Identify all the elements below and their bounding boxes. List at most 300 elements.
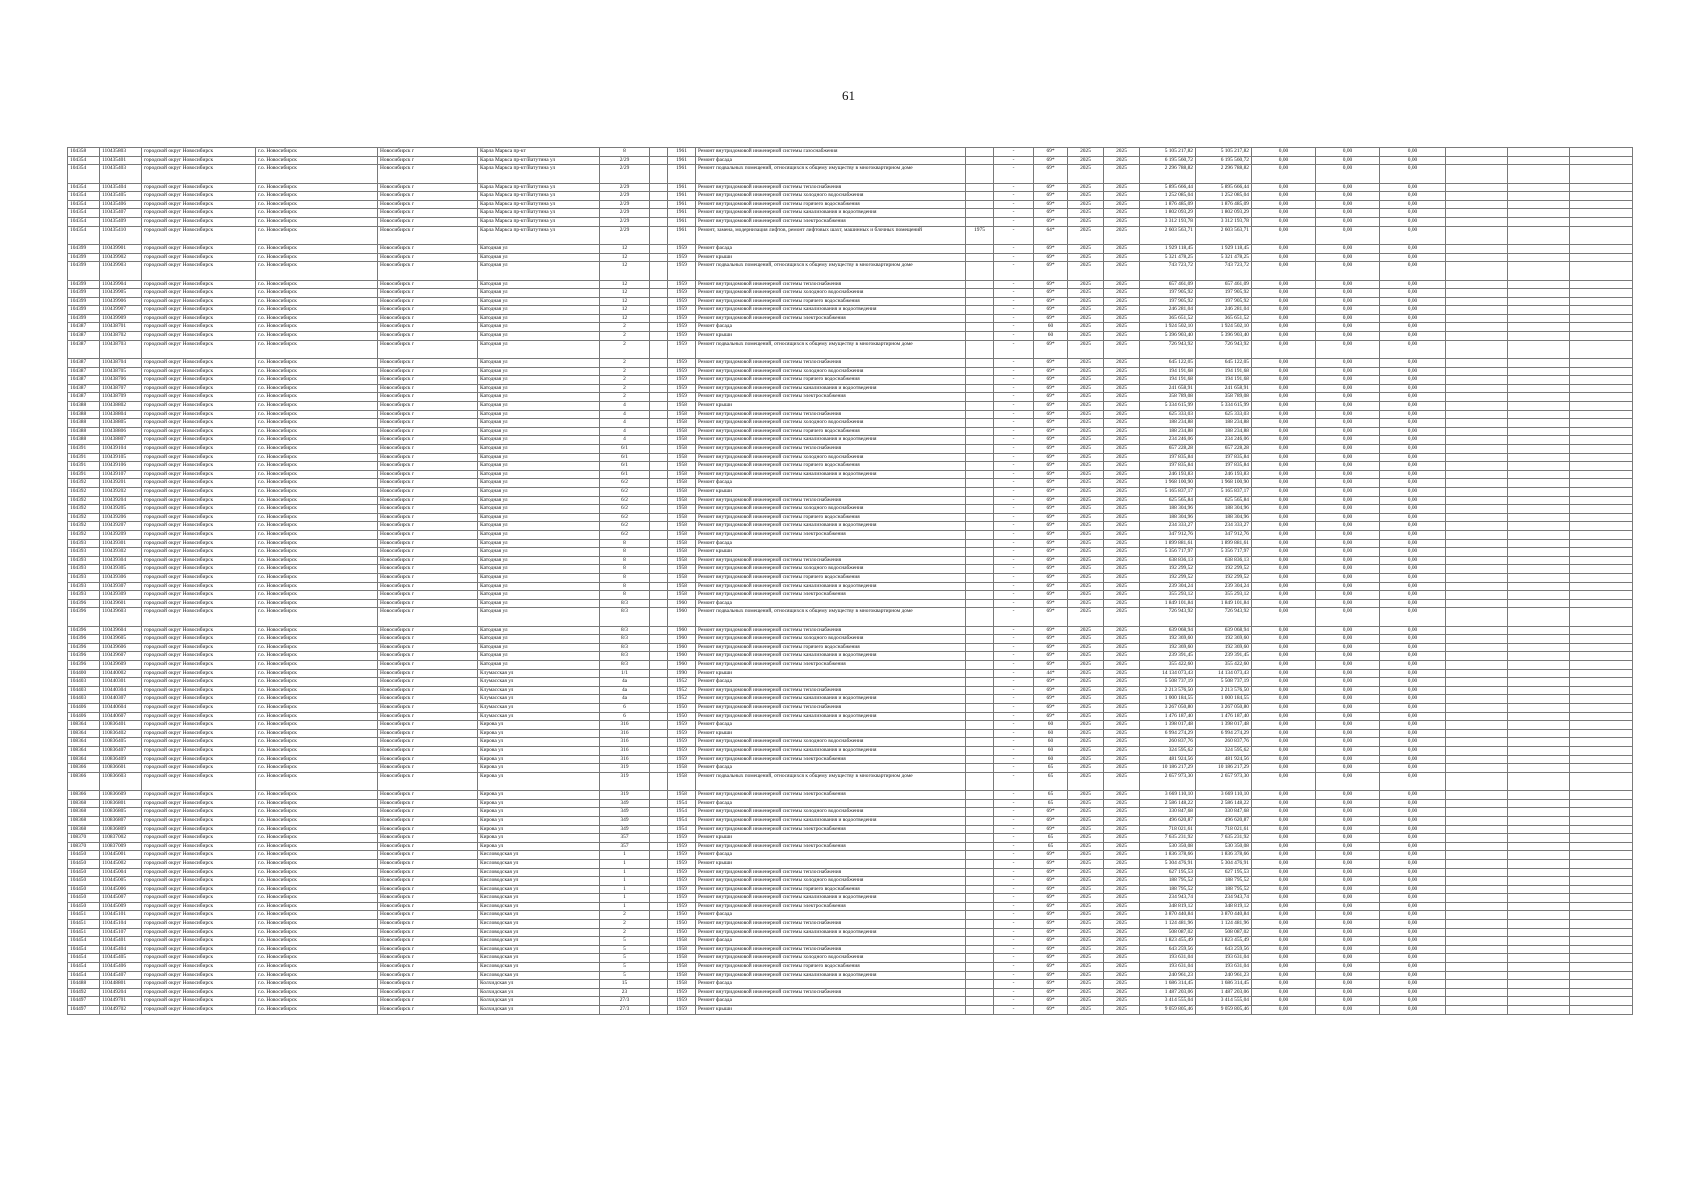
table-cell: 2 657 973,30 — [1196, 772, 1252, 790]
table-cell: 2025 — [1068, 799, 1104, 808]
table-row — [68, 997, 1633, 1006]
table-cell: 2025 — [1068, 200, 1104, 209]
table-cell: 2025 — [1104, 384, 1140, 393]
table-cell — [1446, 661, 1508, 670]
table-cell: Кирова ул — [478, 808, 600, 817]
table-cell: г.о. Новосибирск — [256, 626, 378, 635]
table-cell: 0,00 — [1252, 340, 1316, 358]
table-row — [68, 712, 1633, 721]
table-cell: 0,00 — [1316, 453, 1380, 462]
table-cell: 0,00 — [1380, 1006, 1446, 1015]
table-cell: 316 — [600, 721, 650, 730]
table-cell: 0,00 — [1380, 599, 1446, 608]
table-cell: г.о. Новосибирск — [256, 686, 378, 695]
table-cell: Катодная ул — [478, 376, 600, 385]
table-cell: городской округ Новосибирск — [142, 859, 256, 868]
table-cell: 104396 — [68, 643, 100, 652]
table-cell: 2 657 973,30 — [1140, 772, 1196, 790]
table-cell: - — [994, 332, 1034, 341]
table-cell: Ремонт внутридомовой инженерной системы канализования и водоотведения — [696, 470, 966, 479]
table-cell: 349 — [600, 825, 650, 834]
table-cell — [1446, 297, 1508, 306]
table-cell: 0,00 — [1252, 427, 1316, 436]
table-cell: 1 929 118,45 — [1140, 244, 1196, 253]
table-cell: 2025 — [1104, 643, 1140, 652]
table-cell: 0,00 — [1252, 582, 1316, 591]
table-cell: - — [994, 217, 1034, 226]
table-cell: Новосибирск г — [378, 954, 478, 963]
table-cell: 2025 — [1068, 834, 1104, 843]
table-cell: 4 — [600, 410, 650, 419]
table-cell: 2025 — [1068, 384, 1104, 393]
table-row — [68, 556, 1633, 565]
table-row — [68, 496, 1633, 505]
table-cell: 1958 — [668, 963, 696, 972]
table-cell: 0,00 — [1316, 704, 1380, 713]
table-cell: - — [994, 791, 1034, 800]
table-cell: 2025 — [1104, 997, 1140, 1006]
table-cell: Катодная ул — [478, 262, 600, 280]
table-cell: 3 414 555,04 — [1196, 997, 1252, 1006]
table-cell: городской округ Новосибирск — [142, 496, 256, 505]
table-cell: 1952 — [668, 678, 696, 687]
table-row — [68, 453, 1633, 462]
table-cell: 104451 — [68, 920, 100, 929]
table-cell: 0,00 — [1380, 635, 1446, 644]
table-cell: 108366 — [68, 764, 100, 773]
table-cell: Кисловодская ул — [478, 868, 600, 877]
table-cell — [1570, 436, 1633, 445]
table-cell: 2025 — [1068, 253, 1104, 262]
table-cell: 69* — [1034, 148, 1068, 157]
table-cell: 0,00 — [1380, 384, 1446, 393]
table-cell: 69* — [1034, 487, 1068, 496]
table-cell: 2025 — [1068, 402, 1104, 411]
table-cell: 104454 — [68, 945, 100, 954]
table-cell: Ремонт внутридомовой инженерной системы горячего водоснабжения — [696, 297, 966, 306]
table-cell: 69* — [1034, 367, 1068, 376]
table-cell — [1446, 280, 1508, 289]
table-cell: 1958 — [668, 479, 696, 488]
table-cell: г.о. Новосибирск — [256, 192, 378, 201]
table-cell: 69* — [1034, 376, 1068, 385]
table-cell: - — [994, 505, 1034, 514]
table-cell: 0,00 — [1316, 988, 1380, 997]
table-cell — [966, 192, 994, 201]
table-cell: Новосибирск г — [378, 937, 478, 946]
table-cell: 1959 — [668, 367, 696, 376]
table-cell: 1959 — [668, 244, 696, 253]
table-cell — [966, 165, 994, 183]
table-cell — [966, 920, 994, 929]
table-cell: 5 508 737,19 — [1140, 678, 1196, 687]
table-cell: 2025 — [1104, 209, 1140, 218]
table-cell: 0,00 — [1380, 565, 1446, 574]
table-cell — [1508, 530, 1570, 539]
table-cell: 69* — [1034, 402, 1068, 411]
table-cell: городской округ Новосибирск — [142, 548, 256, 557]
table-cell — [1446, 980, 1508, 989]
table-row — [68, 643, 1633, 652]
table-cell: 0,00 — [1380, 156, 1446, 165]
table-cell — [1570, 626, 1633, 635]
table-cell: Ремонт фасада — [696, 937, 966, 946]
table-cell: городской округ Новосибирск — [142, 289, 256, 298]
table-row — [68, 704, 1633, 713]
table-cell: 2025 — [1068, 704, 1104, 713]
table-cell: Новосибирск г — [378, 244, 478, 253]
table-row — [68, 183, 1633, 192]
table-cell: 0,00 — [1380, 513, 1446, 522]
table-cell — [1508, 859, 1570, 868]
table-cell: городской округ Новосибирск — [142, 695, 256, 704]
table-cell: Новосибирск г — [378, 851, 478, 860]
table-cell: 2025 — [1104, 695, 1140, 704]
table-cell: 1959 — [668, 340, 696, 358]
table-cell: 1961 — [668, 156, 696, 165]
table-cell: 69* — [1034, 980, 1068, 989]
table-cell — [1446, 436, 1508, 445]
table-cell: 69* — [1034, 419, 1068, 428]
table-cell: 508 087,02 — [1140, 928, 1196, 937]
table-cell: 2025 — [1068, 479, 1104, 488]
table-cell: 355 293,12 — [1140, 591, 1196, 600]
table-cell: 104450 — [68, 877, 100, 886]
table-cell: 104450 — [68, 894, 100, 903]
table-cell: 0,00 — [1380, 678, 1446, 687]
table-cell — [650, 539, 668, 548]
table-cell: 110440304 — [100, 686, 142, 695]
table-cell: г.о. Новосибирск — [256, 669, 378, 678]
table-cell — [1570, 599, 1633, 608]
table-cell: 5 — [600, 945, 650, 954]
table-cell: г.о. Новосибирск — [256, 427, 378, 436]
table-cell: Катодная ул — [478, 573, 600, 582]
table-cell: 7 635 231,92 — [1140, 834, 1196, 843]
table-cell: 104403 — [68, 686, 100, 695]
table-cell: 0,00 — [1316, 332, 1380, 341]
table-cell: Ремонт фасада — [696, 323, 966, 332]
table-cell: 1958 — [668, 764, 696, 773]
table-cell — [1446, 192, 1508, 201]
table-cell: 194 191,68 — [1196, 367, 1252, 376]
table-row — [68, 410, 1633, 419]
table-cell — [1570, 808, 1633, 817]
table-cell: Новосибирск г — [378, 661, 478, 670]
table-cell: 104403 — [68, 695, 100, 704]
table-cell: 69* — [1034, 505, 1068, 514]
table-cell: городской округ Новосибирск — [142, 192, 256, 201]
table-cell: 0,00 — [1252, 902, 1316, 911]
table-cell — [966, 332, 994, 341]
table-cell: 625 565,84 — [1140, 496, 1196, 505]
table-cell — [1570, 772, 1633, 790]
table-cell — [1570, 217, 1633, 226]
table-cell — [650, 565, 668, 574]
table-cell: 69* — [1034, 306, 1068, 315]
table-cell: 330 847,68 — [1196, 808, 1252, 817]
table-cell: 496 620,87 — [1140, 816, 1196, 825]
table-cell: городской округ Новосибирск — [142, 920, 256, 929]
table-cell — [966, 963, 994, 972]
table-cell: 2025 — [1068, 582, 1104, 591]
table-cell: 110445407 — [100, 971, 142, 980]
table-cell: г.о. Новосибирск — [256, 608, 378, 626]
table-cell — [1508, 721, 1570, 730]
table-cell: Ремонт внутридомовой инженерной системы теплоснабжения — [696, 868, 966, 877]
table-cell — [1508, 556, 1570, 565]
table-cell: г.о. Новосибирск — [256, 911, 378, 920]
table-cell: 2025 — [1068, 556, 1104, 565]
table-cell: 65 — [1034, 842, 1068, 851]
table-cell: 2025 — [1104, 963, 1140, 972]
table-cell — [1446, 165, 1508, 183]
table-cell: 0,00 — [1252, 244, 1316, 253]
table-cell: 0,00 — [1252, 997, 1316, 1006]
table-row — [68, 661, 1633, 670]
table-cell: 0,00 — [1380, 971, 1446, 980]
table-cell — [1508, 306, 1570, 315]
table-cell: 104393 — [68, 548, 100, 557]
table-cell — [966, 808, 994, 817]
table-row — [68, 608, 1633, 626]
table-row — [68, 738, 1633, 747]
table-cell: 349 — [600, 808, 650, 817]
table-cell: 110439105 — [100, 453, 142, 462]
table-cell: 69* — [1034, 573, 1068, 582]
table-cell: 240 961,23 — [1140, 971, 1196, 980]
table-cell — [1508, 963, 1570, 972]
table-cell: 0,00 — [1380, 496, 1446, 505]
table-cell — [650, 306, 668, 315]
table-cell: Катодная ул — [478, 445, 600, 454]
table-cell: 3 870 440,84 — [1140, 911, 1196, 920]
table-cell — [650, 556, 668, 565]
table-cell: 0,00 — [1380, 340, 1446, 358]
table-cell: - — [994, 556, 1034, 565]
table-cell: Новосибирск г — [378, 513, 478, 522]
table-cell: 69* — [1034, 920, 1068, 929]
table-cell: 1961 — [668, 183, 696, 192]
table-cell: 2025 — [1104, 165, 1140, 183]
table-cell: Кисловодская ул — [478, 937, 600, 946]
table-cell: 0,00 — [1252, 479, 1316, 488]
table-cell: 2025 — [1104, 746, 1140, 755]
table-cell: - — [994, 920, 1034, 929]
table-cell: - — [994, 945, 1034, 954]
table-cell: 0,00 — [1252, 505, 1316, 514]
table-cell — [1508, 997, 1570, 1006]
table-cell: Ремонт подвальных помещений, относящихся к общему имуществу в многоквартирном доме — [696, 772, 966, 790]
table-cell — [966, 253, 994, 262]
table-cell: Новосибирск г — [378, 393, 478, 402]
table-cell: 0,00 — [1252, 825, 1316, 834]
table-cell — [650, 297, 668, 306]
table-cell: 234 943,74 — [1140, 894, 1196, 903]
table-cell: 355 293,12 — [1196, 591, 1252, 600]
table-cell: городской округ Новосибирск — [142, 359, 256, 368]
table-cell: 239 391,45 — [1196, 652, 1252, 661]
table-cell: 110439605 — [100, 635, 142, 644]
table-cell: Катодная ул — [478, 393, 600, 402]
table-cell: 0,00 — [1380, 945, 1446, 954]
table-cell: 110836601 — [100, 764, 142, 773]
table-cell: 2025 — [1104, 712, 1140, 721]
table-cell: 104454 — [68, 963, 100, 972]
table-cell: 5 — [600, 954, 650, 963]
table-cell — [650, 340, 668, 358]
table-cell: 0,00 — [1316, 626, 1380, 635]
table-cell: 69* — [1034, 289, 1068, 298]
table-cell: г.о. Новосибирск — [256, 885, 378, 894]
table-cell — [1446, 470, 1508, 479]
table-cell: 2025 — [1104, 522, 1140, 531]
table-cell: 2025 — [1068, 192, 1104, 201]
table-cell: 5 321 478,25 — [1140, 253, 1196, 262]
table-cell: Ремонт подвальных помещений, относящихся к общему имуществу в многоквартирном доме — [696, 165, 966, 183]
table-cell — [1446, 323, 1508, 332]
table-cell: 60 — [1034, 746, 1068, 755]
table-cell: 110439909 — [100, 314, 142, 323]
table-cell: Ремонт крыши — [696, 1006, 966, 1015]
table-cell — [966, 816, 994, 825]
table-cell: 108368 — [68, 816, 100, 825]
table-cell: Новосибирск г — [378, 791, 478, 800]
table-cell: 110440002 — [100, 669, 142, 678]
table-cell: - — [994, 971, 1034, 980]
table-cell: 0,00 — [1316, 920, 1380, 929]
table-cell: 2025 — [1068, 148, 1104, 157]
table-cell: 0,00 — [1252, 859, 1316, 868]
table-cell: 2025 — [1104, 877, 1140, 886]
table-cell: 0,00 — [1252, 980, 1316, 989]
table-cell: 0,00 — [1252, 937, 1316, 946]
table-cell: 193 631,04 — [1196, 954, 1252, 963]
table-cell: 2025 — [1068, 306, 1104, 315]
table-cell: 188 234,88 — [1196, 419, 1252, 428]
table-cell — [1570, 384, 1633, 393]
table-cell: городской округ Новосибирск — [142, 306, 256, 315]
table-cell: 357 — [600, 842, 650, 851]
table-cell: 0,00 — [1252, 262, 1316, 280]
table-cell: Ремонт внутридомовой инженерной системы холодного водоснабжения — [696, 954, 966, 963]
table-cell — [966, 530, 994, 539]
table-cell: 110439107 — [100, 470, 142, 479]
table-cell: 0,00 — [1316, 359, 1380, 368]
table-cell — [650, 695, 668, 704]
table-cell — [966, 902, 994, 911]
table-cell: 110438806 — [100, 427, 142, 436]
table-cell: городской округ Новосибирск — [142, 410, 256, 419]
table-cell: 2025 — [1104, 842, 1140, 851]
table-cell: Ремонт подвальных помещений, относящихся к общему имуществу в многоквартирном доме — [696, 262, 966, 280]
table-cell: 0,00 — [1316, 885, 1380, 894]
table-cell: Ремонт внутридомовой инженерной системы канализования и водоотведения — [696, 582, 966, 591]
table-cell: 110449204 — [100, 988, 142, 997]
table-cell: Катодная ул — [478, 340, 600, 358]
table-cell: Катодная ул — [478, 314, 600, 323]
table-cell — [650, 453, 668, 462]
table-cell — [966, 877, 994, 886]
table-cell: 0,00 — [1252, 808, 1316, 817]
table-cell: 110439904 — [100, 280, 142, 289]
table-cell — [1446, 834, 1508, 843]
table-cell — [650, 280, 668, 289]
table-cell — [1570, 945, 1633, 954]
table-cell: 2 296 788,82 — [1140, 165, 1196, 183]
table-cell: Ремонт крыши — [696, 487, 966, 496]
table-cell: 2 603 563,71 — [1196, 226, 1252, 244]
table-row — [68, 928, 1633, 937]
table-cell: г.о. Новосибирск — [256, 200, 378, 209]
table-cell — [1446, 712, 1508, 721]
table-cell: городской округ Новосибирск — [142, 427, 256, 436]
table-cell: 69* — [1034, 410, 1068, 419]
table-row — [68, 332, 1633, 341]
table-cell: 1 929 118,45 — [1196, 244, 1252, 253]
table-cell: 110836603 — [100, 772, 142, 790]
table-cell: 0,00 — [1380, 963, 1446, 972]
table-cell — [650, 704, 668, 713]
table-cell: 192 369,60 — [1140, 635, 1196, 644]
table-cell — [966, 868, 994, 877]
table-cell: 0,00 — [1316, 200, 1380, 209]
table-cell: 6/1 — [600, 453, 650, 462]
table-cell: 2025 — [1104, 573, 1140, 582]
table-cell: 0,00 — [1380, 470, 1446, 479]
table-cell: 319 — [600, 764, 650, 773]
table-cell: 188 304,96 — [1196, 505, 1252, 514]
table-cell: 2025 — [1104, 704, 1140, 713]
table-cell: Катодная ул — [478, 635, 600, 644]
table-cell — [1446, 156, 1508, 165]
table-cell: городской округ Новосибирск — [142, 868, 256, 877]
table-cell: 2025 — [1068, 1006, 1104, 1015]
table-cell: 0,00 — [1380, 591, 1446, 600]
table-cell — [1446, 402, 1508, 411]
table-cell: Катодная ул — [478, 332, 600, 341]
table-cell: Новосибирск г — [378, 808, 478, 817]
table-cell: 104391 — [68, 445, 100, 454]
table-cell: 104387 — [68, 359, 100, 368]
table-cell: 1958 — [668, 539, 696, 548]
table-row — [68, 530, 1633, 539]
table-cell: - — [994, 894, 1034, 903]
table-cell: 627 195,53 — [1140, 868, 1196, 877]
table-cell: 2025 — [1068, 496, 1104, 505]
table-cell: 110438704 — [100, 359, 142, 368]
table-cell: 0,00 — [1316, 183, 1380, 192]
table-cell — [650, 859, 668, 868]
table-cell — [966, 470, 994, 479]
table-cell: городской округ Новосибирск — [142, 746, 256, 755]
table-cell: г.о. Новосибирск — [256, 253, 378, 262]
table-cell — [1508, 920, 1570, 929]
table-cell: 0,00 — [1252, 652, 1316, 661]
table-cell: 110439202 — [100, 487, 142, 496]
table-cell: 0,00 — [1316, 868, 1380, 877]
table-cell: Катодная ул — [478, 505, 600, 514]
table-cell: 110438805 — [100, 419, 142, 428]
table-cell: 0,00 — [1252, 548, 1316, 557]
table-cell: 1958 — [668, 548, 696, 557]
table-cell: 0,00 — [1380, 729, 1446, 738]
table-cell: 1 876 485,09 — [1140, 200, 1196, 209]
table-cell: 530 350,08 — [1196, 842, 1252, 851]
table-cell: 104497 — [68, 1006, 100, 1015]
table-cell: - — [994, 462, 1034, 471]
table-cell — [966, 314, 994, 323]
